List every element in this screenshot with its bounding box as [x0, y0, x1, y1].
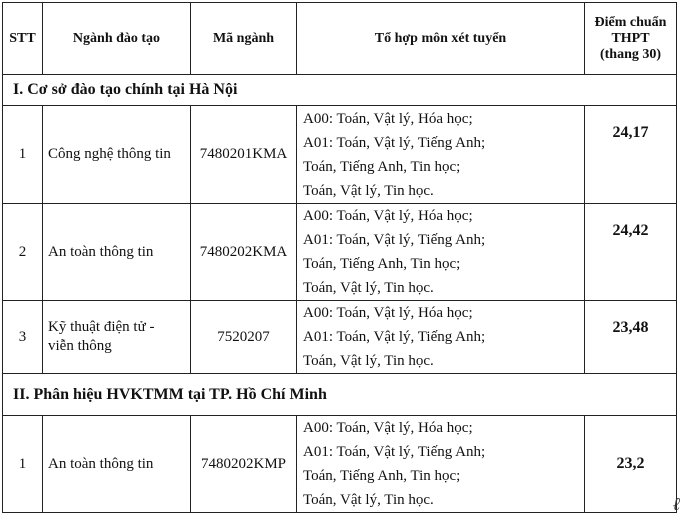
col-header-stt: STT — [3, 3, 43, 75]
section-title: I. Cơ sở đào tạo chính tại Hà Nội — [3, 75, 677, 106]
score-header-line1: Điểm chuẩn — [594, 14, 667, 30]
combo-line: A01: Toán, Vật lý, Tiếng Anh; — [303, 134, 486, 151]
section-row — [3, 75, 677, 106]
row-major-code: 7480202KMP — [191, 416, 297, 513]
combo-line: A01: Toán, Vật lý, Tiếng Anh; — [303, 444, 486, 460]
row-combos — [297, 204, 585, 301]
row-major-name: Kỹ thuật điện tử - viễn thông — [43, 301, 191, 374]
combo-line: Toán, Vật lý, Tin học. — [303, 280, 434, 296]
row-score: 24,17 — [585, 106, 677, 204]
row-major-code: 7480202KMA — [191, 204, 297, 301]
table-row — [3, 106, 677, 204]
col-header-major: Ngành đào tạo — [43, 3, 191, 75]
handwritten-mark: ℓ — [672, 494, 680, 514]
combo-line: A00: Toán, Vật lý, Hóa học; — [303, 305, 473, 321]
table-row — [3, 416, 677, 513]
section-title: II. Phân hiệu HVKTMM tại TP. Hồ Chí Minh — [3, 374, 677, 416]
row-stt: 2 — [3, 204, 43, 301]
combo-line: Toán, Vật lý, Tin học. — [303, 182, 434, 199]
combo-line: Toán, Tiếng Anh, Tin học; — [303, 468, 461, 484]
row-combos — [297, 416, 585, 513]
combo-line: Toán, Tiếng Anh, Tin học; — [303, 256, 461, 272]
combo-line: A01: Toán, Vật lý, Tiếng Anh; — [303, 329, 486, 345]
score-header-line3: (thang 30) — [599, 46, 662, 62]
table-row — [3, 204, 677, 301]
row-major-code: 7480201KMA — [191, 106, 297, 204]
row-major-name: An toàn thông tin — [43, 416, 191, 513]
combo-line: A01: Toán, Vật lý, Tiếng Anh; — [303, 232, 486, 248]
row-combos — [297, 106, 585, 204]
score-header-line2: THPT — [611, 30, 650, 46]
header-row — [3, 3, 677, 75]
col-header-score — [585, 3, 677, 75]
row-major-code: 7520207 — [191, 301, 297, 374]
row-major-name: An toàn thông tin — [43, 204, 191, 301]
combo-line: A00: Toán, Vật lý, Hóa học; — [303, 208, 473, 224]
combo-line: A00: Toán, Vật lý, Hóa học; — [303, 110, 473, 127]
row-score: 24,42 — [585, 204, 677, 301]
col-header-combos: Tổ hợp môn xét tuyển — [297, 3, 585, 75]
col-header-code: Mã ngành — [191, 3, 297, 75]
row-stt: 1 — [3, 106, 43, 204]
section-row — [3, 374, 677, 416]
row-combos — [297, 301, 585, 374]
admission-score-table — [2, 2, 677, 513]
combo-line: A00: Toán, Vật lý, Hóa học; — [303, 420, 473, 436]
combo-line: Toán, Vật lý, Tin học. — [303, 492, 434, 508]
row-stt: 3 — [3, 301, 43, 374]
combo-line: Toán, Vật lý, Tin học. — [303, 353, 434, 369]
combo-line: Toán, Tiếng Anh, Tin học; — [303, 158, 461, 175]
row-major-name: Công nghệ thông tin — [43, 106, 191, 204]
table-row — [3, 301, 677, 374]
row-score: 23,2 — [585, 416, 677, 513]
row-stt: 1 — [3, 416, 43, 513]
row-score: 23,48 — [585, 301, 677, 374]
